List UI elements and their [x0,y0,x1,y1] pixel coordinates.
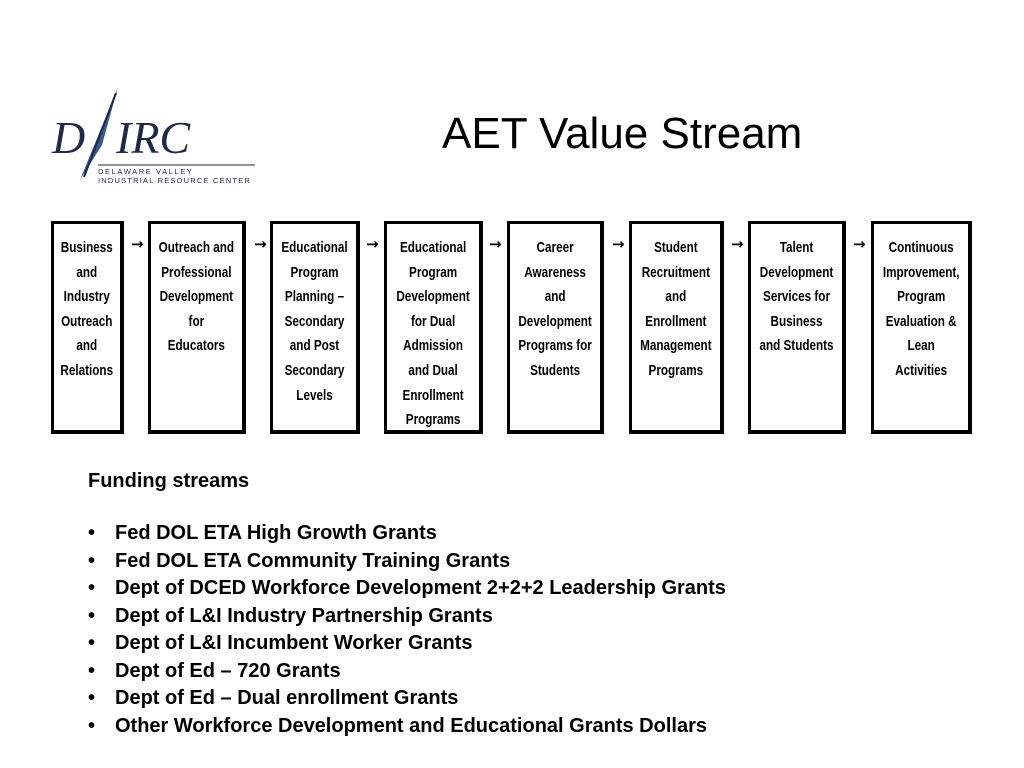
step-label-line: Admission [403,337,463,355]
step-label-line: Business [60,239,114,256]
step-label-line: Programs [648,361,704,379]
value-stream-step [507,221,604,434]
step-label-line: Educational [281,239,348,256]
step-label-line: Development [759,263,834,281]
value-stream-step [148,221,246,434]
step-label-line: Recruitment [641,263,711,281]
funding-item-text: Dept of L&I Industry Partnership Grants [115,604,493,627]
step-label-line: and [665,288,687,306]
funding-item-text: Dept of DCED Workforce Development 2+2+2 Leadership Grants [115,577,726,599]
step-label [518,236,591,384]
step-label-line: Program [896,288,946,306]
step-label-line: for Dual [410,312,456,330]
step-label-line: Enrollment [402,386,464,404]
step-label-line: Services for [763,288,831,306]
funding-item [88,548,726,576]
funding-item [88,658,726,686]
funding-item [88,685,726,713]
svg-text:D: D [52,112,86,163]
step-label [640,236,712,384]
funding-item-text: Other Workforce Development and Educational Grants Dollars [115,714,707,737]
step-label-line: Talent [779,239,814,256]
step-label-line: Planning – [284,288,345,306]
step-label [281,236,347,408]
step-label-line: Educators [167,337,226,355]
flow-arrow-icon: → [731,235,744,253]
funding-item-text: Fed DOL ETA Community Training Grants [115,549,511,572]
funding-list [88,520,726,740]
value-stream-step [629,221,724,434]
svg-text:INDUSTRIAL RESOURCE CENTER: INDUSTRIAL RESOURCE CENTER [98,176,252,185]
step-label-line: and [76,263,98,281]
step-label-line: and Post [289,337,340,355]
step-label-line: Professional [161,263,232,281]
funding-item [88,630,726,658]
bullet-icon: • [88,659,96,682]
step-label-line: Educational [399,239,467,256]
value-stream-step [270,221,360,434]
step-label-line: Programs for [518,337,592,355]
bullet-icon: • [88,714,96,737]
funding-item-text: Dept of L&I Incumbent Worker Grants [115,632,473,654]
bullet-icon: • [88,522,96,544]
step-label-line: Career [536,239,574,256]
step-label-line: Business [770,312,823,330]
bullet-icon: • [88,604,96,627]
value-stream-step [51,221,124,434]
funding-item [88,713,726,741]
flow-arrow-icon: → [366,235,379,253]
step-label [759,236,833,359]
step-label [61,236,114,384]
flow-arrow-icon: → [131,235,144,253]
step-label-line: Programs [405,411,461,429]
step-label-line: Continuous [888,239,954,256]
step-label-line: Awareness [524,263,586,281]
step-label-line: and [76,337,98,355]
funding-item [88,575,726,603]
step-label-line: Development [159,288,234,306]
funding-title: Funding streams [88,470,250,492]
step-label-line: and Dual [408,361,458,379]
step-label-line: Student [654,239,698,256]
step-label-line: Activities [894,361,948,379]
bullet-icon: • [88,549,96,572]
step-label-line: and Students [759,337,834,355]
step-label-line: Program [408,263,458,281]
dvirc-logo-graphic [50,85,265,190]
step-label-line: Outreach and [158,239,235,256]
funding-item-text: Fed DOL ETA High Growth Grants [115,522,437,544]
step-label-line: Development [396,288,470,306]
step-label-line: Industry [63,288,111,306]
funding-item [88,520,726,548]
step-label [883,236,960,384]
flow-arrow-icon: → [612,235,625,253]
step-label-line: Students [529,361,581,379]
step-label-line: and [544,288,566,306]
svg-text:DELAWARE VALLEY: DELAWARE VALLEY [98,167,194,176]
funding-item [88,603,726,631]
page-title: AET Value Stream [442,109,803,158]
funding-item-text: Dept of Ed – Dual enrollment Grants [115,687,459,709]
step-label-line: Relations [60,361,114,379]
value-stream-step [871,221,972,434]
value-stream-step [384,221,483,434]
step-label-line: Program [290,263,339,281]
flow-arrow-icon: → [853,235,866,253]
step-label-line: Levels [296,386,333,404]
step-label-line: Lean [907,337,935,355]
bullet-icon: • [88,687,96,709]
bullet-icon: • [88,632,96,654]
step-label-line: Improvement, [882,263,960,281]
step-label-line: Outreach [61,312,113,330]
step-label-line: Secondary [284,312,345,330]
step-label-line: Enrollment [645,312,707,330]
step-label-line: Management [640,337,712,355]
step-label [159,236,234,359]
value-stream [0,221,1024,441]
flow-arrow-icon: → [254,235,267,253]
step-label-line: for [188,312,205,330]
step-label-line: Secondary [284,361,345,379]
dvirc-logo [50,85,265,190]
step-label-line: Evaluation & [885,312,957,330]
value-stream-step [748,221,846,434]
step-label [396,236,469,433]
funding-item-text: Dept of Ed – 720 Grants [115,659,341,682]
flow-arrow-icon: → [489,235,502,253]
svg-text:IRC: IRC [116,112,191,163]
bullet-icon: • [88,577,96,599]
step-label-line: Development [518,312,592,330]
